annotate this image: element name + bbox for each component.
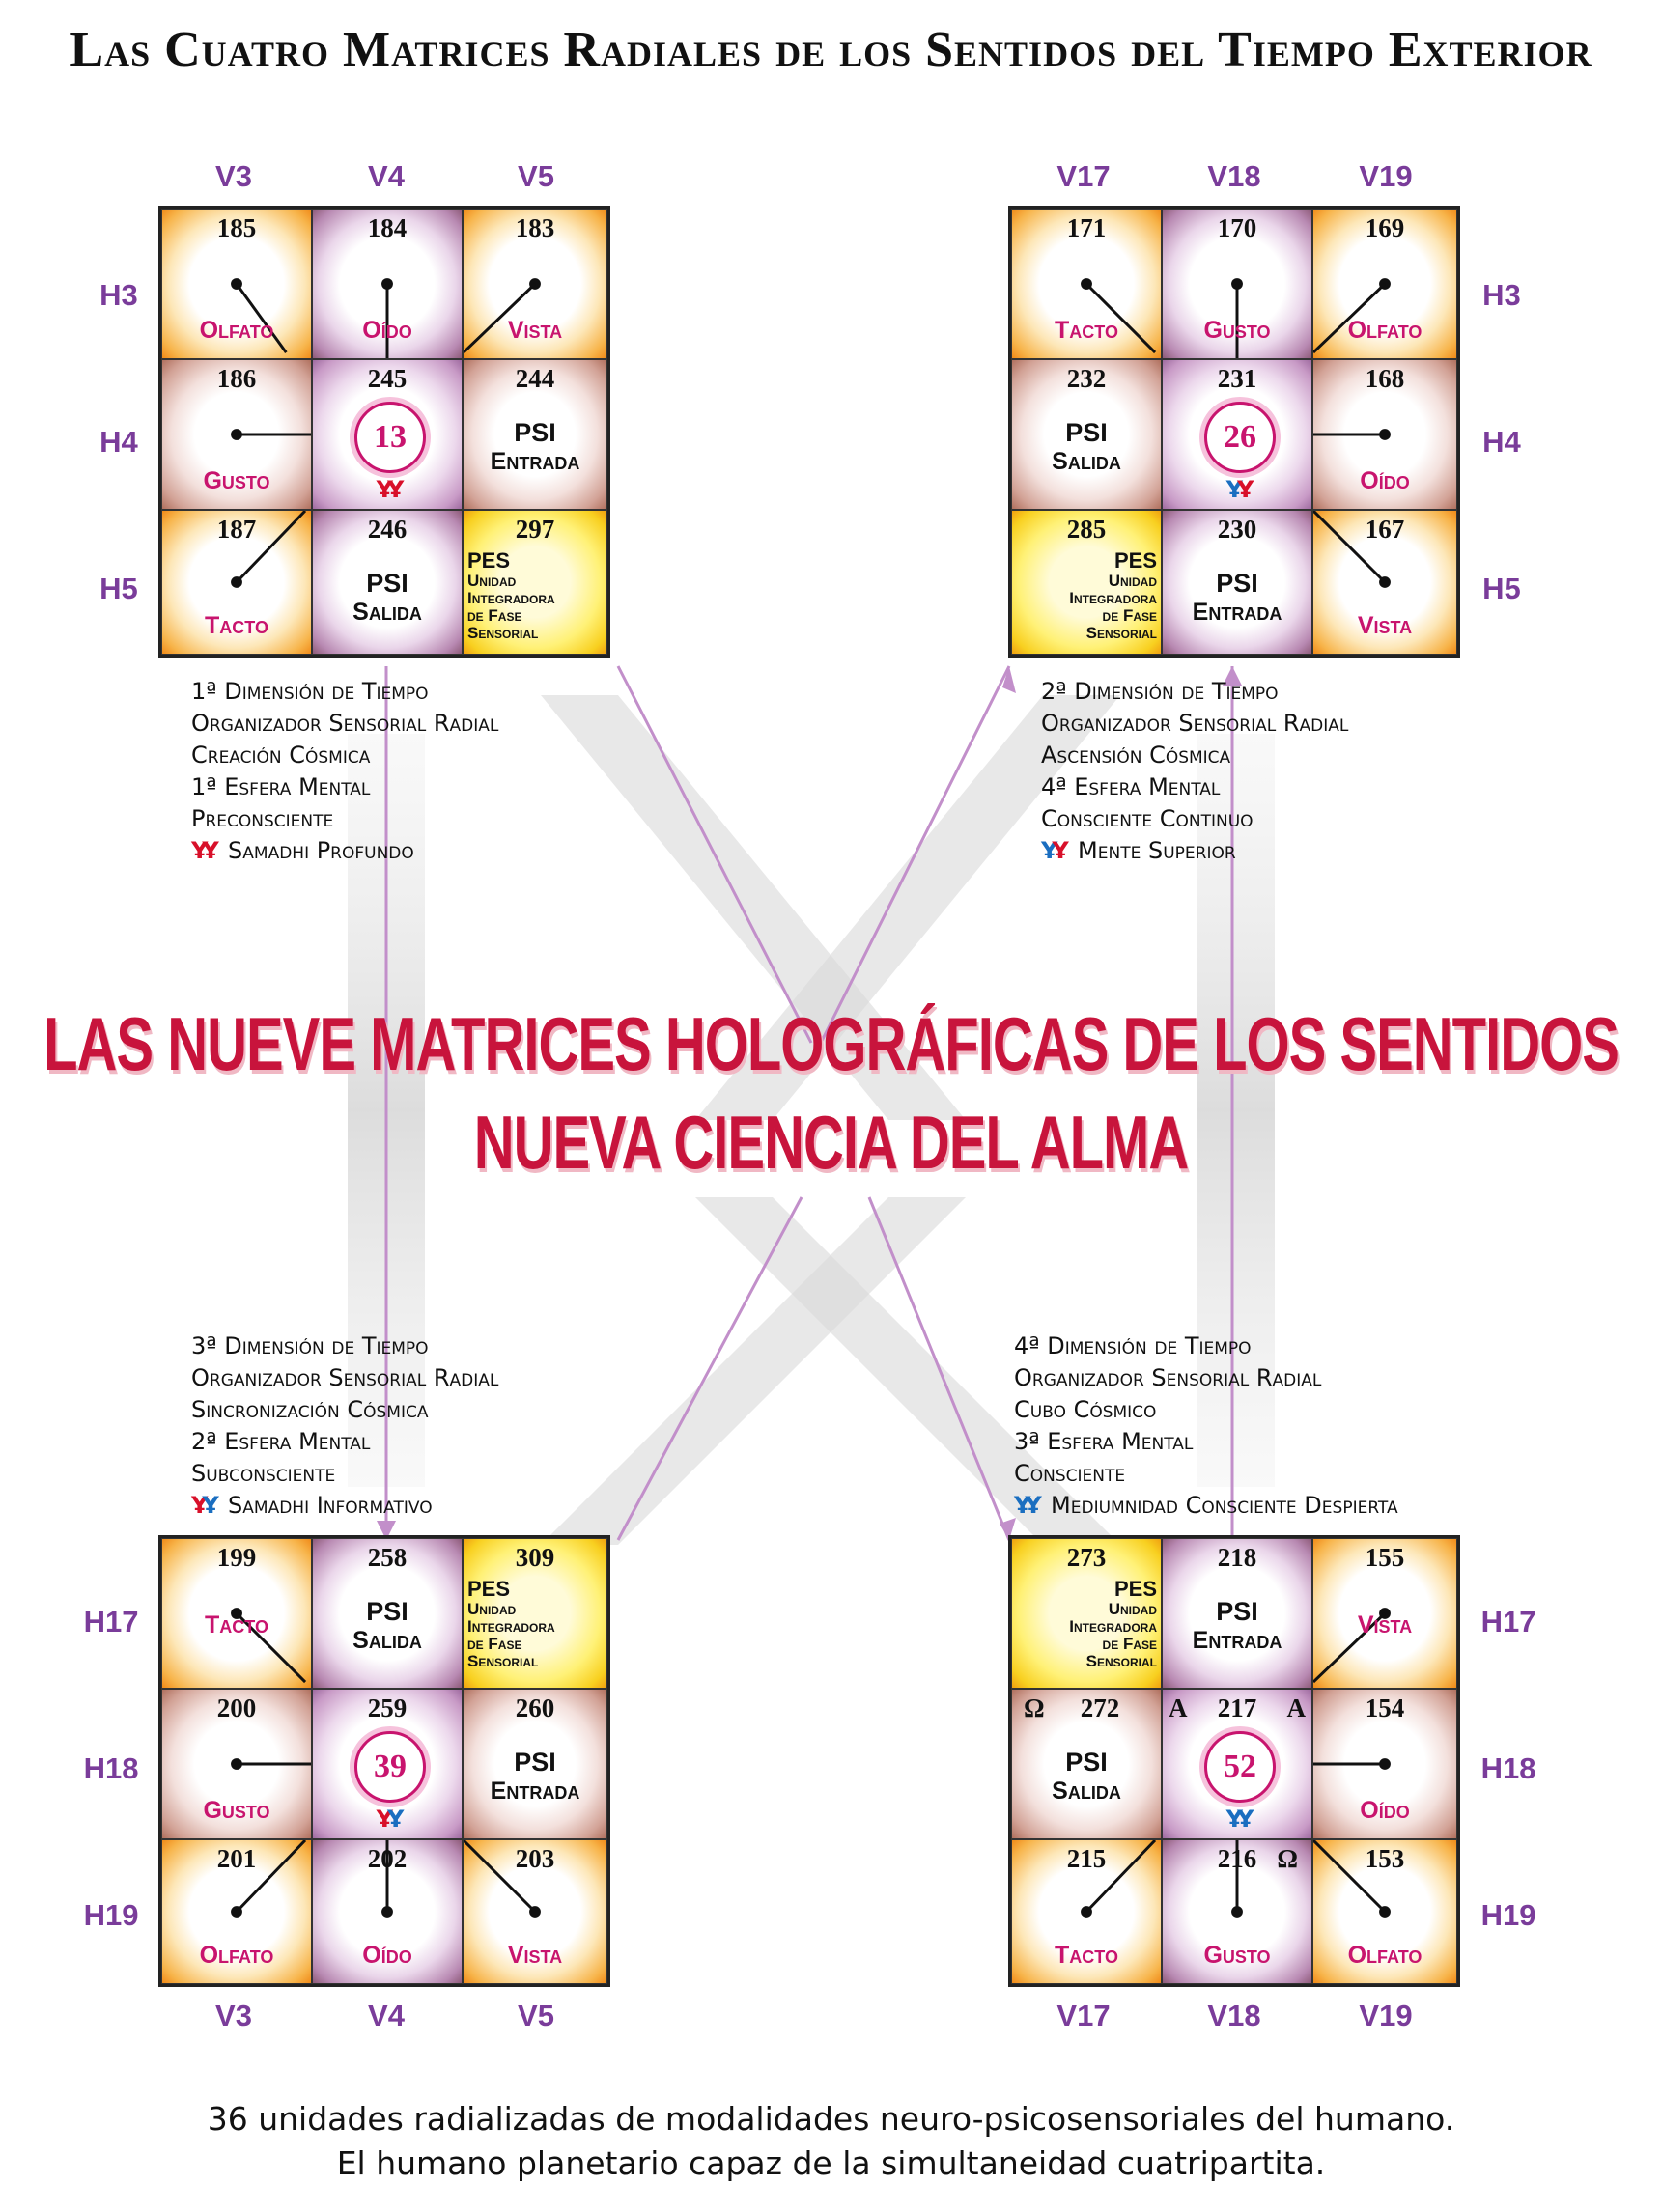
sense-label: Olfato [199,317,274,344]
cell-number: 153 [1365,1844,1405,1873]
matrix-cell [312,1538,463,1689]
psi-label: PSI Salida [352,569,422,626]
alpha-mark: A [1286,1694,1306,1722]
cell-number: 230 [1217,515,1257,544]
matrix-cell [1162,1839,1312,1984]
cell-number: 258 [367,1543,408,1572]
col-label: V18 [1207,159,1261,193]
arrowhead-tr [1002,666,1016,693]
cell-number: 260 [515,1694,555,1722]
col-label: V19 [1359,1999,1413,2032]
footer-text [0,2097,1662,2186]
row-label: H5 [1482,572,1521,605]
sense-label: Olfato [1347,1942,1423,1969]
matrix-cell [1011,1689,1162,1839]
matrix-cell [1162,209,1312,359]
psi-label: PSI Salida [352,1597,422,1654]
cell-number: 187 [216,515,257,544]
matrix-cell [1312,1689,1457,1839]
cell-number: 201 [216,1844,257,1873]
row-label: H18 [83,1751,139,1785]
matrix-top-left [158,206,610,658]
col-label: V17 [1056,159,1111,193]
cell-number: 203 [515,1844,555,1873]
alpha-mark: A [1169,1694,1188,1722]
pes-cell [1011,510,1162,655]
col-label: V17 [1056,1999,1111,2032]
double-v-glyph: ҰҰ [191,1492,213,1519]
matrix-cell-center [1162,1689,1312,1839]
cell-number: 272 [1080,1694,1120,1722]
double-v-glyph: ҰҰ [376,1806,399,1833]
sense-label: Tacto [1055,317,1118,344]
cell-number: 171 [1066,213,1107,242]
double-v-glyph: ҰҰ [1014,1492,1036,1519]
psi-label: PSI Entrada [1192,1597,1282,1654]
matrix-cell [161,1839,312,1984]
col-label: V4 [368,159,405,193]
matrix-cell [1011,209,1162,359]
cell-number: 183 [515,213,555,242]
matrix-cell [1312,359,1457,510]
psi-label: PSI Entrada [490,418,580,475]
col-label: V19 [1359,159,1413,193]
col-label: V18 [1207,1999,1261,2032]
caption-top-left: 1ª Dimensión de Tiempo Organizador Sensorial Radial Creación Cósmica 1ª Esfera Mental Preconsciente ҰҰ Samadhi Profundo [191,678,499,864]
sense-label: Gusto [203,467,270,494]
sense-label: Olfato [199,1942,274,1969]
cell-number: 246 [367,515,408,544]
row-label: H19 [1480,1898,1536,1932]
cell-number: 297 [515,515,555,544]
headline-line-1: LAS NUEVE MATRICES HOLOGRÁFICAS DE LOS SENTIDOS [43,1001,1619,1087]
cell-number: 154 [1365,1694,1405,1722]
matrix-cell [161,510,312,655]
matrix-cell-center [312,359,463,510]
sense-label: Oído [362,1942,412,1969]
matrix-cell [1011,1839,1162,1984]
footer-line-2: El humano planetario capaz de la simultaneidad cuatripartita. [336,2144,1326,2182]
double-v-glyph: ҰҰ [1041,837,1063,864]
matrix-cell [1312,209,1457,359]
caption-bottom-left: 3ª Dimensión de Tiempo Organizador Sensorial Radial Sincronización Cósmica 2ª Esfera Mental Subconsciente ҰҰ Samadhi Informativo [191,1332,499,1519]
psi-label: PSI Entrada [490,1748,580,1805]
sense-label: Oído [1360,467,1410,494]
sense-label: Oído [362,317,412,344]
matrix-top-right [1008,206,1460,658]
row-label: H19 [83,1898,139,1932]
row-label: H18 [1480,1751,1536,1785]
caption-top-right: 2ª Dimensión de Tiempo Organizador Sensorial Radial Ascensión Cósmica 4ª Esfera Mental Consciente Continuo ҰҰ Mente Superior [1041,678,1349,864]
cell-number: 202 [367,1844,408,1873]
pes-label: PES Unidad Integradora de Fase Sensorial [1069,1577,1157,1670]
kin-circle: 52 [1204,1731,1276,1803]
row-label: H17 [83,1605,139,1638]
psi-label: PSI Salida [1052,418,1121,475]
cell-number: 309 [515,1543,555,1572]
row-label: H3 [1482,278,1521,312]
col-label: V5 [518,159,554,193]
pes-label: PES Unidad Integradora de Fase Sensorial [467,548,555,642]
matrix-cell [1162,510,1312,655]
row-label: H5 [99,572,138,605]
row-label: H17 [1480,1605,1536,1638]
headline-line-2: NUEVA CIENCIA DEL ALMA [473,1100,1189,1186]
sense-label: Tacto [205,612,268,639]
matrix-cell [463,1689,607,1839]
pes-cell [1011,1538,1162,1689]
pes-label: PES Unidad Integradora de Fase Sensorial [467,1577,555,1670]
row-label: H4 [1482,425,1521,459]
matrix-cell [1011,359,1162,510]
double-v-glyph: ҰҰ [191,837,213,864]
cell-number: 168 [1365,364,1405,393]
matrix-cell [312,209,463,359]
double-v-glyph: ҰҰ [1225,476,1249,503]
col-label: V5 [518,1999,554,2032]
cell-number: 285 [1066,515,1107,544]
matrix-cell [161,1689,312,1839]
sense-label: Olfato [1347,317,1423,344]
sense-label: Gusto [1203,317,1271,344]
kin-circle: 26 [1204,402,1276,473]
cell-number: 185 [216,213,257,242]
matrix-cell [1312,510,1457,655]
cell-number: 199 [216,1543,257,1572]
col-label: V4 [368,1999,405,2032]
connector-tl-diagonal [618,666,811,1043]
kin-circle: 39 [354,1731,426,1803]
matrix-cell [463,359,607,510]
matrix-cell [161,359,312,510]
caption-bottom-right: 4ª Dimensión de Tiempo Organizador Sensorial Radial Cubo Cósmico 3ª Esfera Mental Consciente ҰҰ Mediumnidad Consciente Despierta [1014,1332,1398,1519]
double-v-glyph: ҰҰ [376,476,399,503]
cell-number: 169 [1365,213,1405,242]
cell-number: 186 [216,364,257,393]
matrix-cell [161,209,312,359]
matrix-cell [1312,1839,1457,1984]
cell-number: 155 [1365,1543,1405,1572]
pes-cell [463,510,607,655]
row-label: H3 [99,278,138,312]
cell-number: 231 [1217,364,1257,393]
page-title: Las Cuatro Matrices Radiales de los Sentidos del Tiempo Exterior [70,22,1592,77]
matrix-cell [1162,1538,1312,1689]
sense-label: Vista [1357,1611,1413,1638]
cell-number: 167 [1365,515,1405,544]
cell-number: 259 [367,1694,408,1722]
matrix-cell [463,1839,607,1984]
matrix-cell [312,510,463,655]
sense-label: Vista [507,1942,563,1969]
omega-mark: Ω [1024,1694,1045,1722]
col-label: V3 [215,159,252,193]
cell-number: 170 [1217,213,1257,242]
double-v-glyph: ҰҰ [1225,1806,1249,1833]
matrix-bottom-left [158,1535,610,1987]
cell-number: 200 [216,1694,257,1722]
kin-circle: 13 [354,402,426,473]
matrix-cell-center [1162,359,1312,510]
cell-number: 217 [1217,1694,1257,1722]
sense-label: Vista [1357,612,1413,639]
pes-cell [463,1538,607,1689]
omega-mark: Ω [1277,1844,1298,1873]
matrix-bottom-right [1008,1535,1460,1987]
psi-label: PSI Salida [1052,1748,1121,1805]
cell-number: 184 [367,213,408,242]
cell-number: 273 [1066,1543,1107,1572]
sense-label: Vista [507,317,563,344]
row-label: H4 [99,425,138,459]
matrix-cell [312,1839,463,1984]
psi-label: PSI Entrada [1192,569,1282,626]
cell-number: 245 [367,364,408,393]
matrix-cell [463,209,607,359]
matrix-cell [1312,1538,1457,1689]
sense-label: Tacto [1055,1942,1118,1969]
sense-label: Gusto [1203,1942,1271,1969]
matrix-cell-center [312,1689,463,1839]
sense-label: Oído [1360,1797,1410,1824]
col-label: V3 [215,1999,252,2032]
matrix-cell [161,1538,312,1689]
cell-number: 232 [1066,364,1107,393]
pes-label: PES Unidad Integradora de Fase Sensorial [1069,548,1157,642]
sense-label: Gusto [203,1797,270,1824]
cell-number: 218 [1217,1543,1257,1572]
cell-number: 215 [1066,1844,1107,1873]
cell-number: 216 [1217,1844,1257,1873]
footer-line-1: 36 unidades radializadas de modalidades neuro-psicosensoriales del humano. [207,2100,1455,2138]
sense-label: Tacto [205,1611,268,1638]
cell-number: 244 [515,364,555,393]
